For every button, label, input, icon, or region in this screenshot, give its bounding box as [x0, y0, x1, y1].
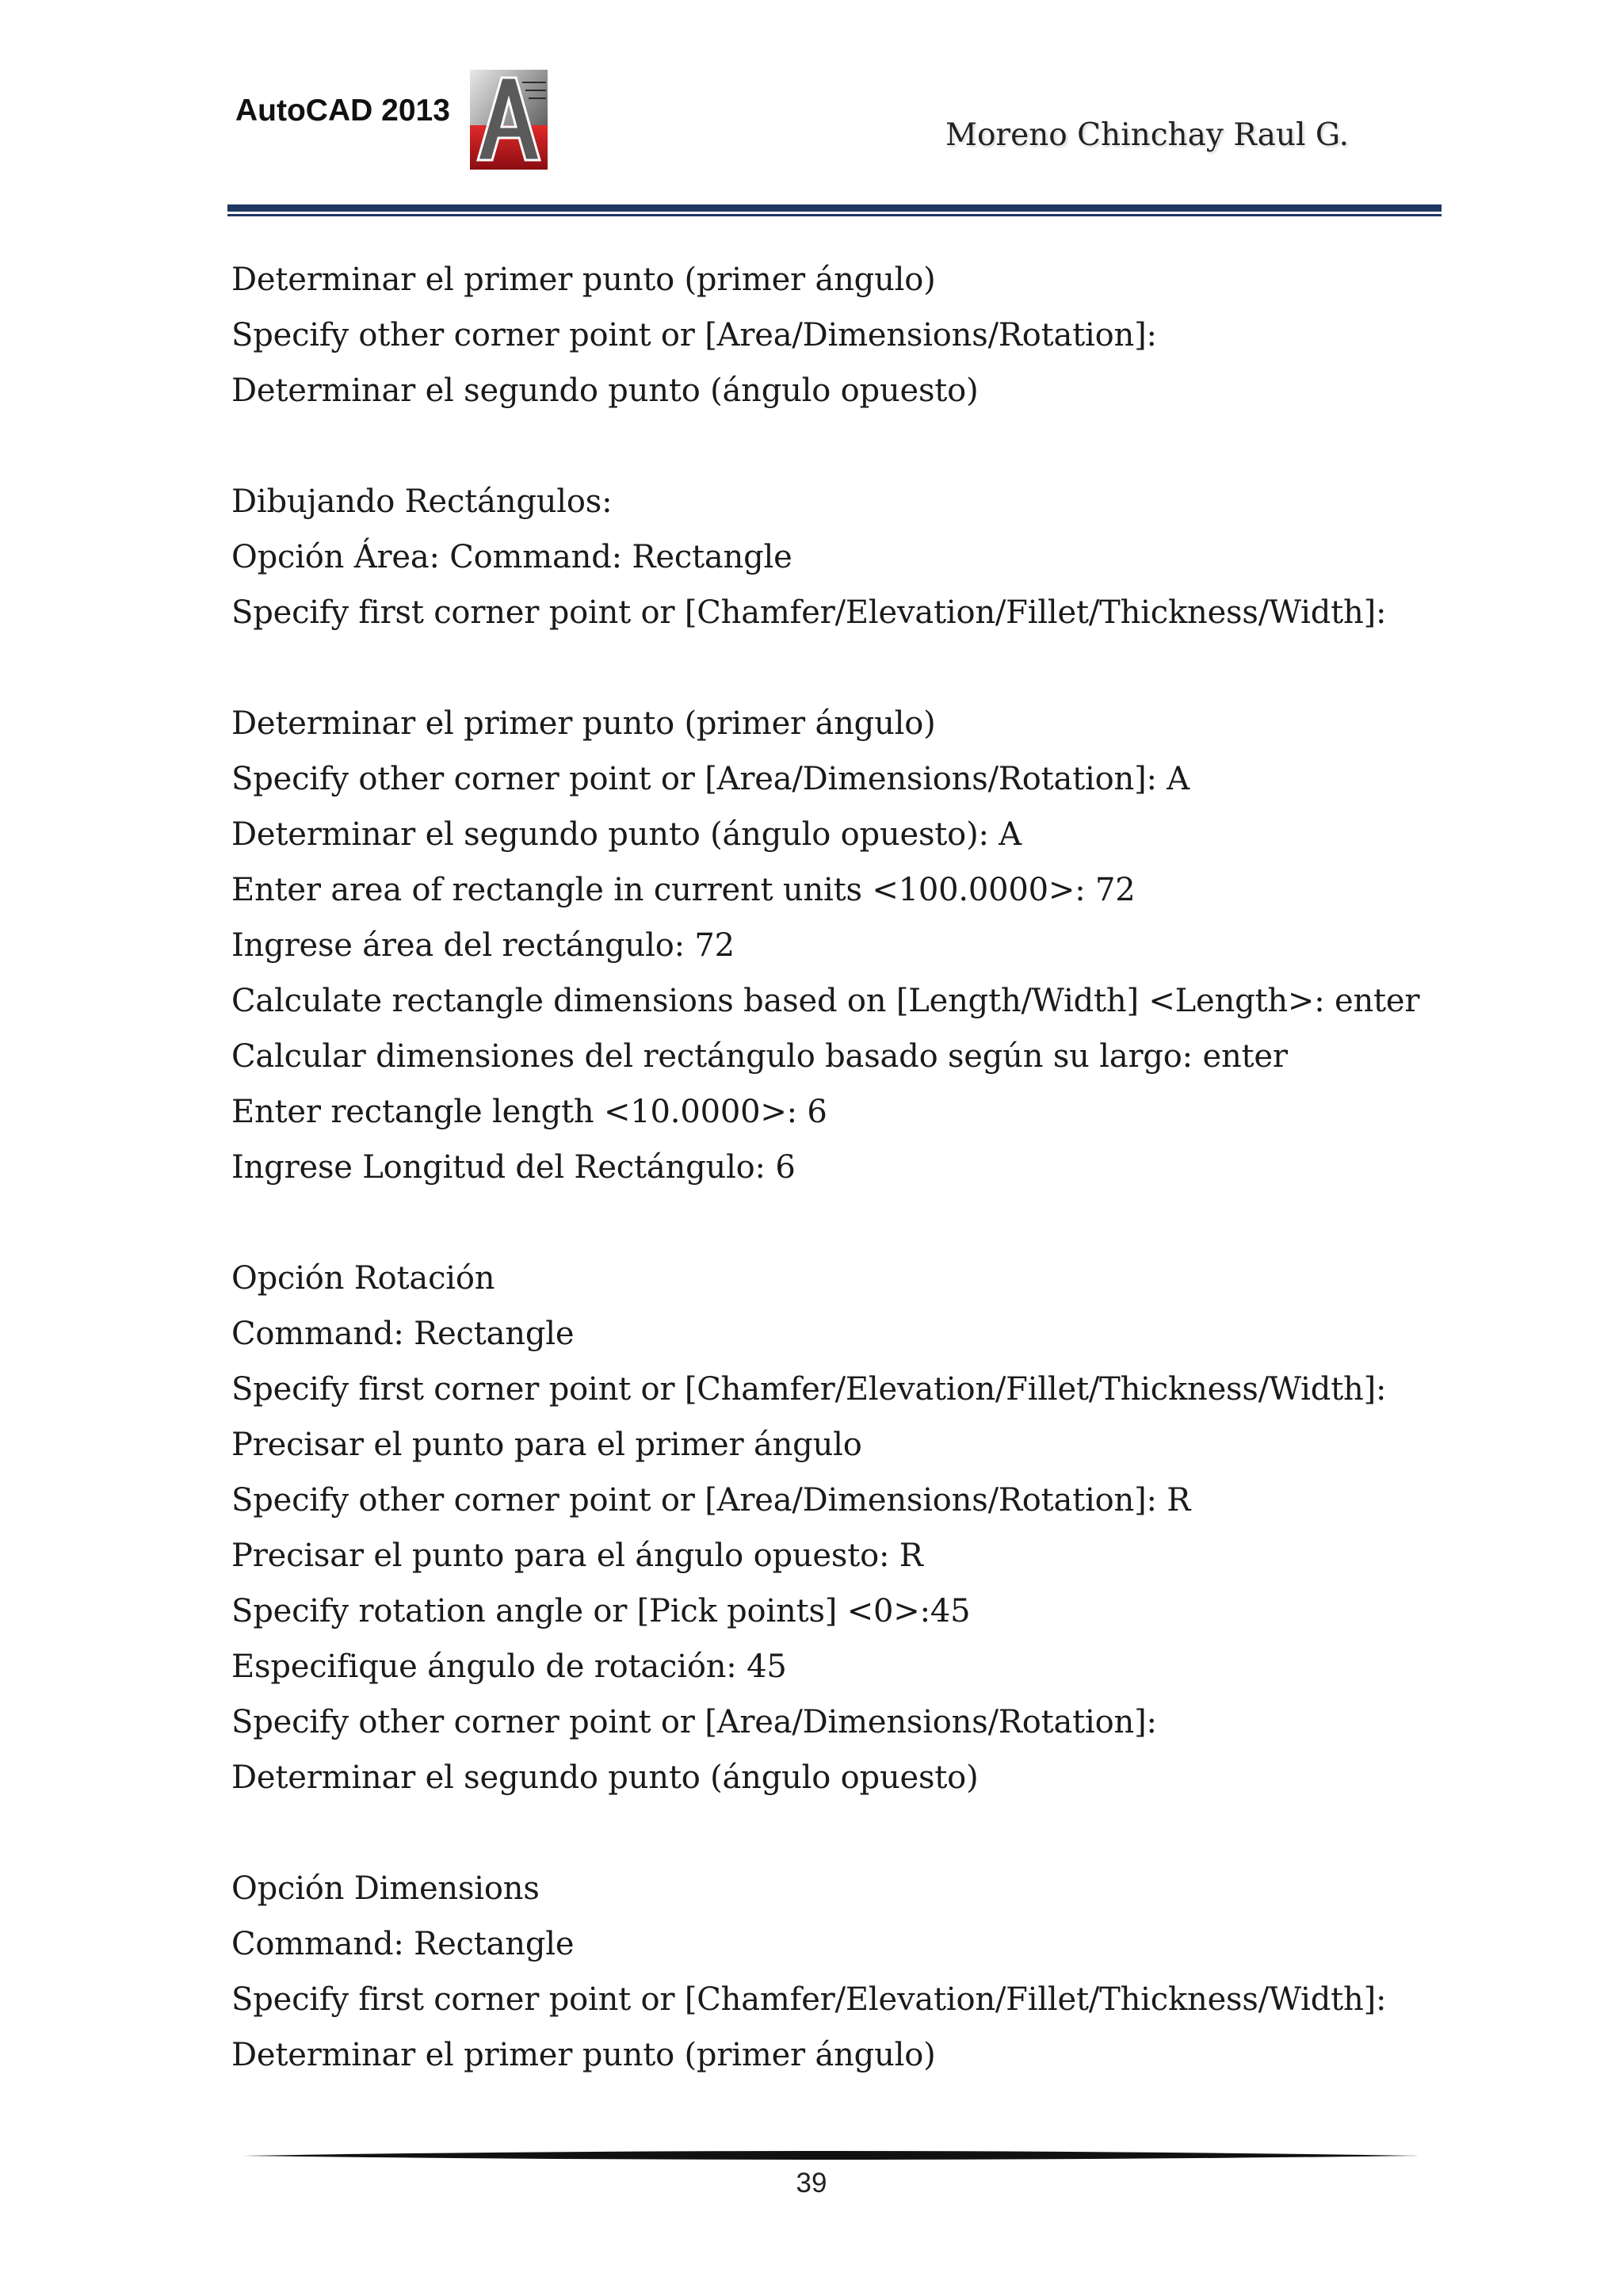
text-line: Specify other corner point or [Area/Dimensions/Rotation]: R	[231, 1482, 1191, 1519]
section-heading: Opción Rotación	[231, 1260, 495, 1297]
section-heading: Dibujando Rectángulos:	[231, 483, 613, 520]
text-line: Specify first corner point or [Chamfer/Elevation/Fillet/Thickness/Width]:	[231, 1981, 1387, 2018]
text-line: Determinar el primer punto (primer ángulo)	[231, 262, 936, 298]
text-line: Specify rotation angle or [Pick points] <0>:45	[231, 1593, 971, 1629]
text-line: Enter rectangle length <10.0000>: 6	[231, 1094, 827, 1130]
author-name: Moreno Chinchay Raul G.	[945, 117, 1349, 153]
text-line: Opción Área: Command: Rectangle	[231, 539, 792, 575]
header-title: AutoCAD 2013	[235, 94, 450, 128]
text-line: Ingrese Longitud del Rectángulo: 6	[231, 1149, 796, 1186]
blank-line	[231, 1805, 1468, 1861]
text-line: Enter area of rectangle in current units <100.0000>: 72	[231, 872, 1136, 908]
text-line: Determinar el segundo punto (ángulo opuesto)	[231, 1759, 979, 1796]
text-line: Command: Rectangle	[231, 1926, 575, 1962]
text-line: Precisar el punto para el ángulo opuesto: R	[231, 1538, 923, 1574]
document-body	[231, 252, 1468, 2083]
blank-line	[231, 418, 1468, 474]
text-line: Ingrese área del rectángulo: 72	[231, 927, 735, 964]
text-line: Determinar el primer punto (primer ángulo)	[231, 705, 936, 742]
text-line: Specify other corner point or [Area/Dimensions/Rotation]:	[231, 1704, 1157, 1740]
text-line: Calculate rectangle dimensions based on [Length/Width] <Length>: enter	[231, 983, 1420, 1019]
autocad-logo-icon	[467, 67, 551, 173]
blank-line	[231, 1195, 1468, 1251]
text-line: Especifique ángulo de rotación: 45	[231, 1648, 787, 1685]
text-line: Determinar el primer punto (primer ángulo)	[231, 2037, 936, 2073]
page-number: 39	[796, 2168, 827, 2199]
text-line: Specify first corner point or [Chamfer/Elevation/Fillet/Thickness/Width]:	[231, 1371, 1387, 1408]
section-heading: Opción Dimensions	[231, 1870, 540, 1907]
text-line: Determinar el segundo punto (ángulo opuesto): A	[231, 816, 1022, 853]
text-line: Precisar el punto para el primer ángulo	[231, 1427, 862, 1463]
text-line: Calcular dimensiones del rectángulo basado según su largo: enter	[231, 1038, 1288, 1075]
blank-line	[231, 640, 1468, 696]
text-line: Command: Rectangle	[231, 1316, 575, 1352]
text-line: Specify other corner point or [Area/Dimensions/Rotation]:	[231, 317, 1157, 353]
footer-divider	[242, 2145, 1419, 2168]
text-line: Determinar el segundo punto (ángulo opuesto)	[231, 372, 979, 409]
header-divider	[227, 204, 1442, 219]
text-line: Specify other corner point or [Area/Dimensions/Rotation]: A	[231, 761, 1190, 797]
text-line: Specify first corner point or [Chamfer/Elevation/Fillet/Thickness/Width]:	[231, 594, 1387, 631]
